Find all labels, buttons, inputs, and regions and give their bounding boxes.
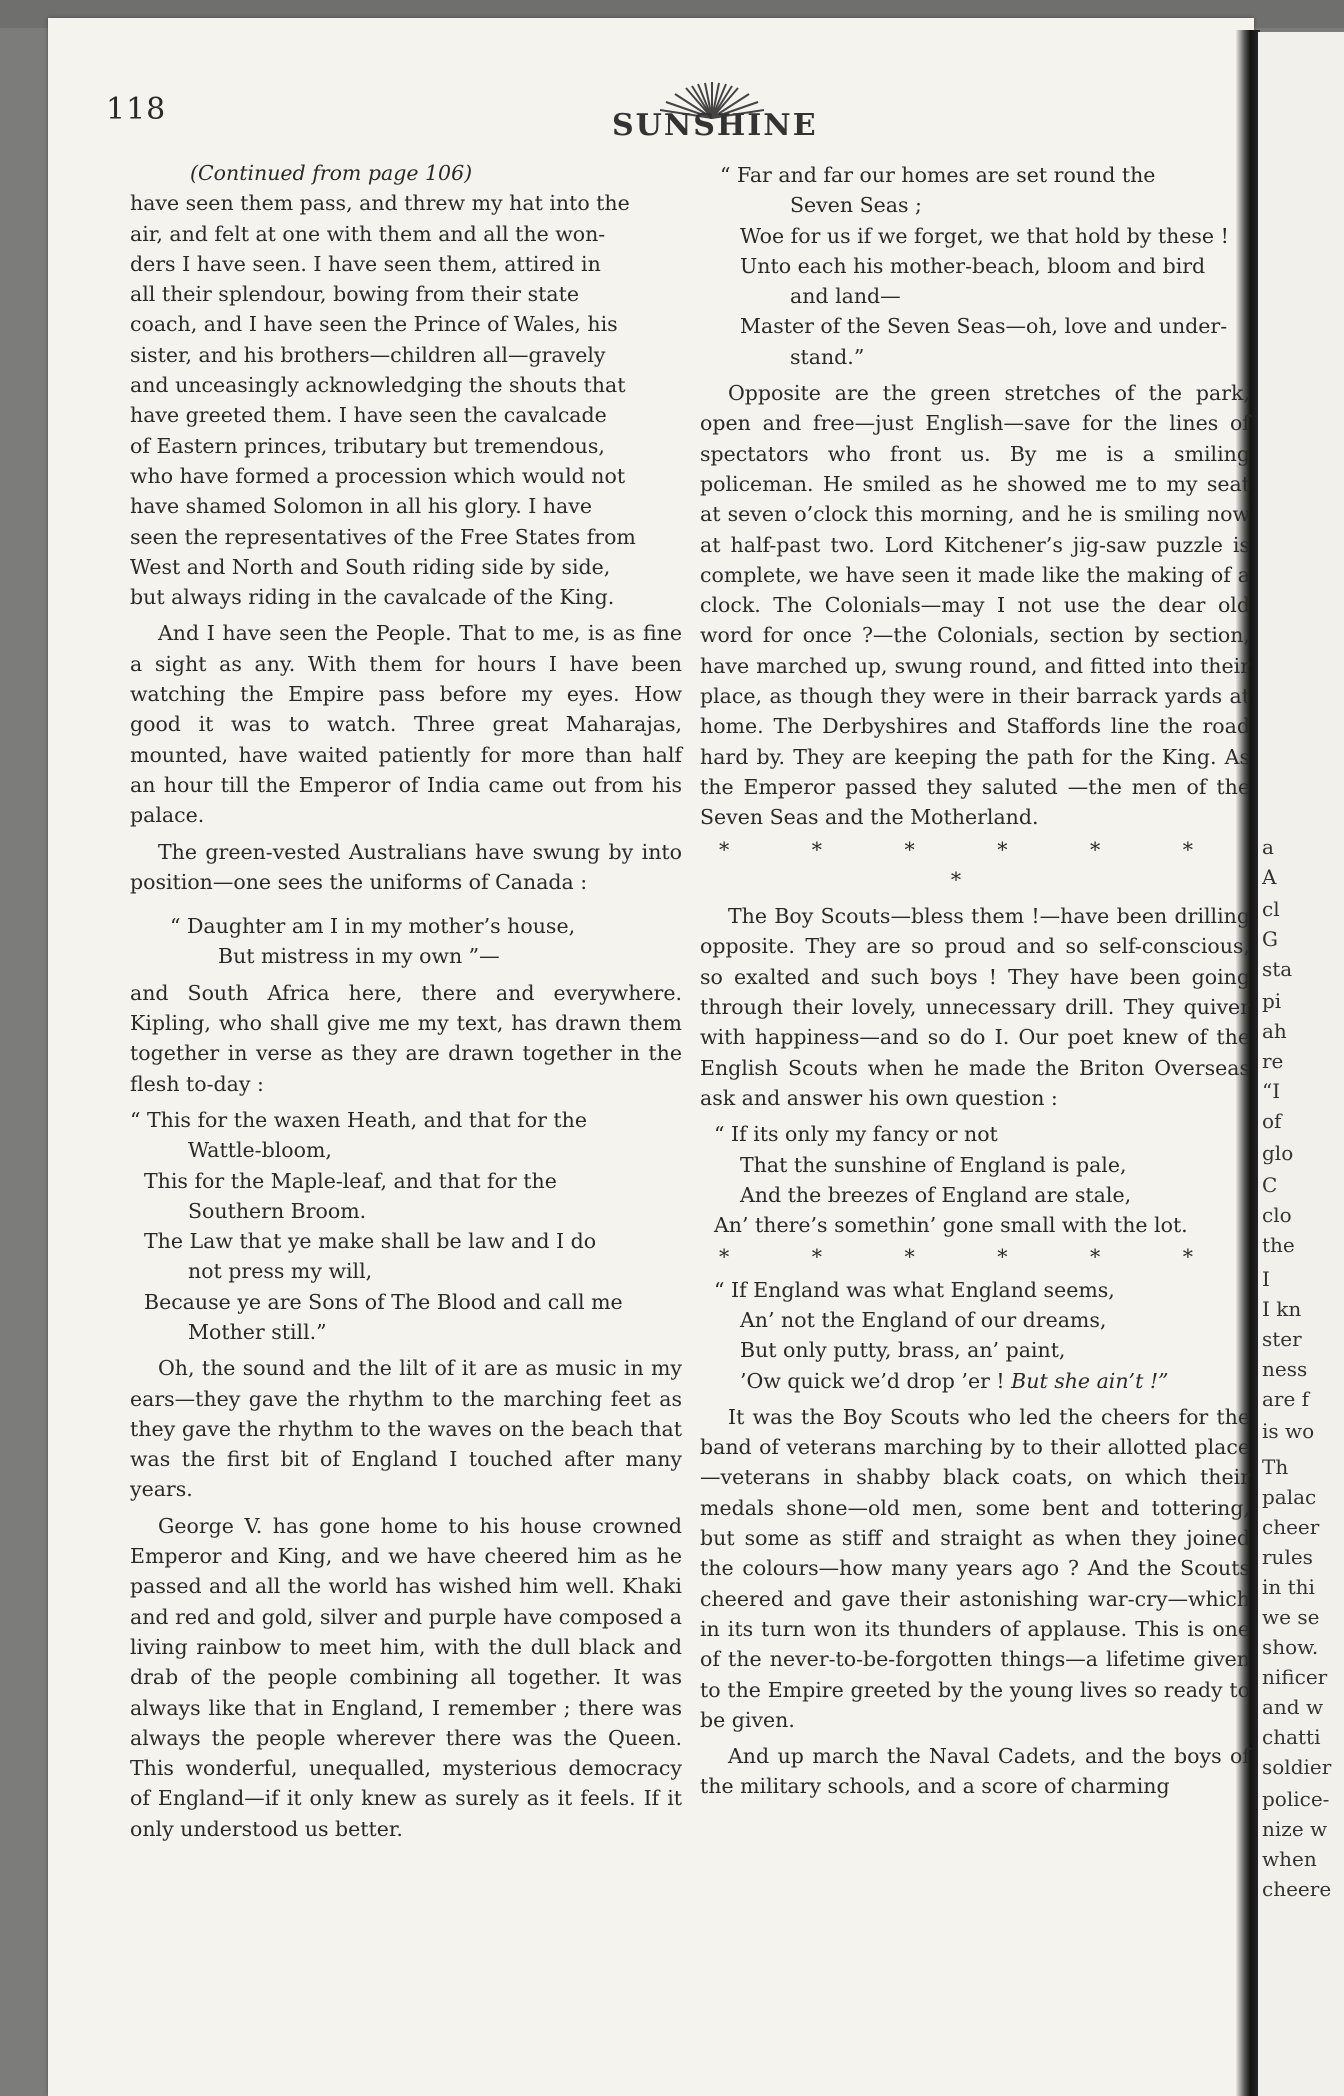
left-column — [130, 158, 682, 1844]
facing-page-fragment: show. — [1262, 1635, 1319, 1659]
verse-line: “ This for the waxen Heath, and that for the — [130, 1107, 587, 1132]
facing-page-fragment: pi — [1262, 989, 1282, 1013]
text-line: seen the representatives of the Free States from — [130, 524, 636, 549]
verse-line: Because ye are Sons of The Blood and call me — [144, 1289, 623, 1314]
facing-page-fragment: A — [1262, 865, 1277, 889]
facing-page-fragment: ah — [1262, 1019, 1287, 1043]
text-line: have shamed Solomon in all his glory. I have — [130, 494, 592, 519]
facing-page-fragment: ness — [1262, 1357, 1308, 1381]
verse-line: But mistress in my own ”— — [218, 944, 500, 969]
paragraph: The green-vested Australians have swung by into position—one sees the uniforms of Canada : — [130, 839, 682, 894]
paragraph: Oh, the sound and the lilt of it are as music in my ears—they gave the rhythm to the marching feet as they gave the rhythm to the waves on the beach that was the first bit of England I touched after many years. — [130, 1356, 682, 1502]
section-break: * * * * * * * — [718, 837, 1232, 892]
verse-line: “ If England was what England seems, — [714, 1277, 1115, 1302]
paragraph: and South Africa here, there and everywhere. Kipling, who shall give me my text, has drawn them together in verse as they are drawn together in the flesh to-day : — [130, 980, 682, 1096]
paragraph: And I have seen the People. That to me, is as fine a sight as any. With them for hours I have been watching the Empire pass before my eyes. How good it was to watch. Three great Maharajas, mounted, have waited patiently for more than half an hour till the Emperor of India came out from his palace. — [130, 621, 682, 828]
facing-page-fragment: of — [1262, 1109, 1282, 1133]
facing-page-fragment: clo — [1262, 1203, 1292, 1227]
right-column — [700, 160, 1250, 1802]
paragraph: And up march the Naval Cadets, and the boys of the military schools, and a score of charming — [700, 1744, 1250, 1799]
opening-paragraph — [130, 188, 682, 612]
verse-line: Master of the Seven Seas—oh, love and under- — [740, 314, 1228, 339]
verse-line: stand.” — [790, 344, 865, 369]
text-line: have seen them pass, and threw my hat into the — [130, 191, 630, 216]
verse-line: Wattle-bloom, — [188, 1138, 332, 1163]
verse-line: and land— — [790, 284, 901, 309]
text-line: have greeted them. I have seen the cavalcade — [130, 403, 607, 428]
facing-page-fragment: in thi — [1262, 1575, 1315, 1599]
text-line: sister, and his brothers—children all—gravely — [130, 342, 606, 367]
facing-page-fragment: a — [1262, 835, 1274, 859]
verse-line: ’Ow quick we’d drop ’er ! But she ain’t !” — [740, 1368, 1169, 1393]
facing-page-fragment: when — [1262, 1847, 1317, 1871]
paragraph: George V. has gone home to his house crowned Emperor and King, and we have cheered him as he passed and all the world has wished him well. Khaki and red and gold, silver and purple have composed a living rainbow to meet him, with the dull black and drab of the people combining all together. It was always like that in England, I remember ; there was always the people wherever there was the Queen. This wonderful, unequalled, mysterious democracy of England—if it only knew as surely as it feels. If it only understood us better. — [130, 1513, 682, 1841]
verse-line: An’ not the England of our dreams, — [740, 1307, 1107, 1332]
verse-block — [130, 1105, 682, 1347]
facing-page-fragment: is wo — [1262, 1419, 1315, 1443]
text-line: who have formed a procession which would not — [130, 463, 626, 488]
facing-page-fragment: are f — [1262, 1387, 1310, 1411]
continued-note: (Continued from page 106) — [190, 161, 473, 185]
facing-page-fragment: chatti — [1262, 1725, 1321, 1749]
facing-page-fragment: nificer — [1262, 1665, 1328, 1689]
text-line: of Eastern princes, tributary but tremendous, — [130, 433, 605, 458]
verse-line: Woe for us if we forget, we that hold by these ! — [740, 223, 1229, 248]
verse-line: And the breezes of England are stale, — [740, 1182, 1132, 1207]
facing-page-fragment: “I — [1262, 1079, 1281, 1103]
masthead-logo — [612, 78, 818, 148]
facing-page-fragment: glo — [1262, 1141, 1294, 1165]
facing-page-fragment: rules — [1262, 1545, 1313, 1569]
facing-page-fragment: palac — [1262, 1485, 1317, 1509]
verse-block — [700, 160, 1250, 372]
verse-block — [700, 1275, 1250, 1396]
verse-line: But only putty, brass, an’ paint, — [740, 1338, 1066, 1363]
facing-page-fragment: Th — [1262, 1455, 1289, 1479]
facing-page-fragment: soldier — [1262, 1755, 1332, 1779]
verse-line: This for the Maple-leaf, and that for the — [144, 1168, 557, 1193]
verse-line: not press my will, — [188, 1259, 373, 1284]
facing-page-fragment: the — [1262, 1233, 1295, 1257]
facing-page-fragment: nize w — [1262, 1817, 1328, 1841]
paragraph: It was the Boy Scouts who led the cheers for the band of veterans marching by to their allotted place—veterans in shabby black coats, on which their medals shone—old men, some bent and tottering, but some as stiff and straight as when they joined the colours—how many years ago ? And the Scouts cheered and gave their astonishing war-cry—which in its turn won its thunders of applause. This is one of the never-to-be-forgotten things—a lifetime given to the Empire greeted by the young lives so ready to be given. — [700, 1404, 1250, 1732]
text-line: coach, and I have seen the Prince of Wales, his — [130, 312, 618, 337]
verse-line: “ Far and far our homes are set round the — [720, 163, 1156, 187]
verse-line: An’ there’s somethin’ gone small with the lot. — [714, 1213, 1188, 1238]
facing-page-fragment: re — [1262, 1049, 1284, 1073]
masthead-title: SUNSHINE — [612, 108, 818, 143]
facing-page-fragment: sta — [1262, 957, 1293, 981]
page-number: 118 — [106, 92, 167, 127]
facing-page-fragment: I — [1262, 1267, 1270, 1291]
verse-line: “ Daughter am I in my mother’s house, — [170, 914, 576, 939]
text-line: but always riding in the cavalcade of the King. — [130, 585, 615, 610]
text-line: West and North and South riding side by side, — [130, 554, 611, 579]
facing-page-fragment: cheere — [1262, 1877, 1332, 1901]
facing-page-fragment: and w — [1262, 1695, 1324, 1719]
paragraph: The Boy Scouts—bless them !—have been drilling opposite. They are so proud and so self-conscious, so exalted and such boys ! They have been going through their lovely, unnecessary drill. They quiver with happiness—and so do I. Our poet knew of the English Scouts when he made the Briton Overseas ask and answer his own question : — [700, 904, 1250, 1110]
facing-page-fragment: cl — [1262, 897, 1280, 921]
verse-line: The Law that ye make shall be law and I do — [144, 1229, 597, 1254]
verse-line: “ If its only my fancy or not — [714, 1122, 998, 1147]
facing-page-fragment: police- — [1262, 1787, 1330, 1811]
text-line: all their splendour, bowing from their state — [130, 282, 579, 307]
facing-page-fragment: cheer — [1262, 1515, 1320, 1539]
facing-page-fragment: we se — [1262, 1605, 1320, 1629]
verse-block — [130, 911, 682, 972]
facing-page-edge — [1258, 32, 1344, 2096]
verse-line: Unto each his mother-beach, bloom and bird — [740, 253, 1206, 278]
verse-block — [700, 1119, 1250, 1240]
verse-line: That the sunshine of England is pale, — [740, 1152, 1127, 1177]
italic-refrain: But she ain’t !” — [1011, 1368, 1169, 1393]
section-break: * * * * * * — [718, 1245, 1232, 1270]
facing-page-fragment: G — [1262, 927, 1278, 951]
facing-page-fragment: C — [1262, 1173, 1278, 1197]
facing-page-fragment: ster — [1262, 1327, 1302, 1351]
text-line: ders I have seen. I have seen them, attired in — [130, 251, 601, 276]
facing-page-fragment: I kn — [1262, 1297, 1302, 1321]
verse-line: Southern Broom. — [188, 1198, 367, 1223]
text-line: air, and felt at one with them and all the won- — [130, 221, 606, 246]
paragraph: Opposite are the green stretches of the park, open and free—just English—save for the lines of spectators who front us. By me is a smiling policeman. He smiled as he showed me to my seat at seven o’clock this morning, and he is smiling now at half-past two. Lord Kitchener’s jig-saw puzzle is complete, we have seen it made like the making of a clock. The Colonials—may I not use the dear old word for once ?—the Colonials, section by section, have marched up, swung round, and fitted into their place, as though they were in their barrack yards at home. The Derbyshires and Staffords line the road hard by. They are keeping the path for the King. As the Emperor passed they saluted —the men of the Seven Seas and the Motherland. — [700, 381, 1250, 830]
text-line: and unceasingly acknowledging the shouts that — [130, 373, 626, 398]
verse-line: Seven Seas ; — [790, 193, 922, 218]
verse-line: Mother still.” — [188, 1319, 327, 1344]
